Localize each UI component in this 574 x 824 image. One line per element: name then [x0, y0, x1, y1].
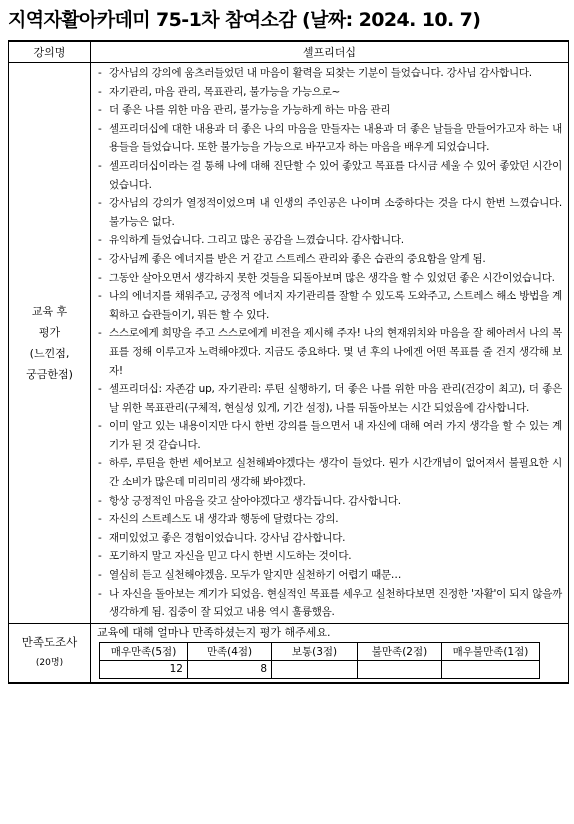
scale-value [442, 660, 540, 678]
evaluation-item [98, 324, 562, 380]
evaluation-item [98, 510, 562, 529]
course-label: 강의명 [9, 41, 91, 63]
evaluation-label-line: 궁금한점) [26, 367, 73, 381]
evaluation-text: 강사님께 좋은 에너지를 받은 거 같고 스트레스 관리와 좋은 습관의 중요함을 알게 됨. [109, 252, 486, 265]
bullet-dash: - [98, 420, 102, 433]
evaluation-comments [91, 63, 569, 624]
evaluation-label [9, 63, 91, 624]
evaluation-item [98, 83, 562, 102]
bullet-dash: - [98, 234, 102, 247]
evaluation-text: 그동안 살아오면서 생각하지 못한 것들을 되돌아보며 많은 생각을 할 수 있었던 좋은 시간이었습니다. [109, 271, 555, 284]
evaluation-text: 셀프리더십이라는 걸 통해 나에 대해 진단할 수 있어 좋았고 목표를 다시금 세울 수 있어 좋았던 시간이었습니다. [109, 159, 562, 191]
bullet-dash: - [98, 494, 102, 507]
satisfaction-value-row [100, 660, 540, 678]
evaluation-item [98, 585, 562, 622]
evaluation-item [98, 380, 562, 417]
evaluation-text: 포기하지 말고 자신을 믿고 다시 한번 시도하는 것이다. [109, 550, 352, 563]
evaluation-row [9, 63, 569, 624]
evaluation-item [98, 566, 562, 585]
satisfaction-row [9, 623, 569, 683]
evaluation-label-line: (느낀점, [29, 346, 70, 360]
scale-header: 매우만족(5점) [100, 642, 188, 660]
bullet-dash: - [98, 271, 102, 284]
course-name: 셀프리더십 [91, 41, 569, 63]
course-row [9, 41, 569, 63]
survey-table [8, 40, 569, 684]
bullet-dash: - [98, 290, 102, 303]
evaluation-text: 재미있었고 좋은 경험이었습니다. 강사님 감사합니다. [109, 531, 346, 544]
evaluation-item [98, 417, 562, 454]
scale-value [358, 660, 442, 678]
respondent-count: (20명) [35, 657, 64, 668]
evaluation-item [98, 454, 562, 491]
scale-header: 매우불만족(1점) [442, 642, 540, 660]
evaluation-item [98, 101, 562, 120]
evaluation-text: 자신의 스트레스도 내 생각과 행동에 달렸다는 강의. [109, 513, 339, 526]
satisfaction-header-row [100, 642, 540, 660]
bullet-dash: - [98, 383, 102, 396]
bullet-dash: - [98, 327, 102, 340]
satisfaction-label-cell [9, 623, 91, 683]
scale-value: 8 [188, 660, 272, 678]
bullet-dash: - [98, 513, 102, 526]
scale-value [272, 660, 358, 678]
scale-header: 보통(3점) [272, 642, 358, 660]
bullet-dash: - [98, 122, 102, 135]
evaluation-text: 셀프리더십에 대한 내용과 더 좋은 나의 마음을 만들자는 내용과 더 좋은 날들을 만들어가고자 하는 내용들을 들었습니다. 또한 불가능을 가능으로 바꾸고자 하는 마음을 배우게 되었습니다. [109, 122, 562, 154]
satisfaction-content [91, 623, 569, 683]
evaluation-item [98, 194, 562, 231]
evaluation-text: 더 좋은 나를 위한 마음 관리, 불가능을 가능하게 하는 마음 관리 [109, 104, 391, 117]
evaluation-text: 항상 긍정적인 마음을 갖고 살아야겠다고 생각듭니다. 감사합니다. [109, 494, 401, 507]
evaluation-item [98, 269, 562, 288]
evaluation-item [98, 157, 562, 194]
bullet-dash: - [98, 67, 102, 79]
bullet-dash: - [98, 159, 102, 172]
evaluation-list [91, 63, 568, 623]
evaluation-text: 열심히 듣고 실천해야겠음. 모두가 알지만 실천하기 어렵기 때문… [109, 569, 402, 582]
satisfaction-question: 교육에 대해 얼마나 만족하셨는지 평가 해주세요. [97, 625, 331, 639]
evaluation-text: 하루, 루틴을 한번 세어보고 실천해봐야겠다는 생각이 들었다. 뭔가 시간개념이 없어져서 불필요한 시간 소비가 많은데 미리미리 생각해 봐야겠다. [109, 457, 562, 489]
bullet-dash: - [98, 457, 102, 470]
satisfaction-label: 만족도조사 [21, 634, 78, 649]
evaluation-label-line: 평가 [38, 325, 61, 339]
evaluation-text: 스스로에게 희망을 주고 스스로에게 비전을 제시해 주자! 나의 현재위치와 마음을 잘 헤아려서 나의 목표를 정해 이루고자 노력해야겠다. 지금도 중요하다. 몇 년 후의 나에겐 어떤 목표를 줄 건지 생각해 보자! [109, 327, 562, 377]
scale-value: 12 [100, 660, 188, 678]
satisfaction-grid [99, 642, 540, 679]
evaluation-text: 강사님의 강의가 열정적이었으며 내 인생의 주인공은 나이며 소중하다는 것을 다시 한번 느꼈습니다. 불가능은 없다. [109, 197, 562, 228]
evaluation-item [98, 64, 562, 83]
evaluation-item [98, 547, 562, 566]
evaluation-text: 나의 에너지를 채워주고, 긍정적 에너지 자기관리를 잘할 수 있도록 도와주고, 스트레스 해소 방법을 계획하고 습관들이기, 뭐든 할 수 있다. [109, 290, 562, 321]
evaluation-text: 나 자신을 돌아보는 계기가 되었음. 현실적인 목표를 세우고 실천하다보면 진정한 '자활'이 되지 않을까 생각하게 됨. 집중이 잘 되었고 내용 역시 훌륭했음. [109, 587, 562, 619]
evaluation-item [98, 492, 562, 511]
evaluation-text: 유익하게 들었습니다. 그리고 많은 공감을 느꼈습니다. 감사합니다. [109, 234, 404, 247]
bullet-dash: - [98, 104, 102, 117]
bullet-dash: - [98, 550, 102, 563]
evaluation-text: 자기관리, 마음 관리, 목표관리, 불가능을 가능으로~ [109, 85, 341, 98]
evaluation-item [98, 287, 562, 324]
scale-header: 불만족(2점) [358, 642, 442, 660]
evaluation-text: 셀프리더십: 자존감 up, 자기관리: 루틴 실행하기, 더 좋은 나를 위한 마음 관리(건강이 최고), 더 좋은 날 위한 목표관리(구체적, 현실성 있게, 기간 설정), 나를 뒤돌아보는 시간 되었음에 감사합니다. [109, 383, 562, 414]
evaluation-item [98, 529, 562, 548]
bullet-dash: - [98, 531, 102, 544]
bullet-dash: - [98, 569, 102, 582]
evaluation-item [98, 250, 562, 269]
evaluation-text: 이미 알고 있는 내용이지만 다시 한번 강의를 들으면서 내 자신에 대해 여러 가지 생각을 할 수 있는 계기가 된 것 같습니다. [109, 420, 562, 451]
bullet-dash: - [98, 85, 102, 98]
evaluation-text: 강사님의 강의에 움츠러들었던 내 마음이 활력을 되찾는 기분이 들었습니다. 강사님 감사합니다. [109, 67, 532, 79]
scale-header: 만족(4점) [188, 642, 272, 660]
bullet-dash: - [98, 252, 102, 265]
bullet-dash: - [98, 197, 102, 210]
evaluation-label-line: 교육 후 [31, 304, 68, 318]
document-title: 지역자활아카데미 75-1차 참여소감 (날짜: 2024. 10. 7) [8, 9, 481, 31]
evaluation-item [98, 231, 562, 250]
bullet-dash: - [98, 587, 102, 600]
evaluation-item [98, 120, 562, 157]
